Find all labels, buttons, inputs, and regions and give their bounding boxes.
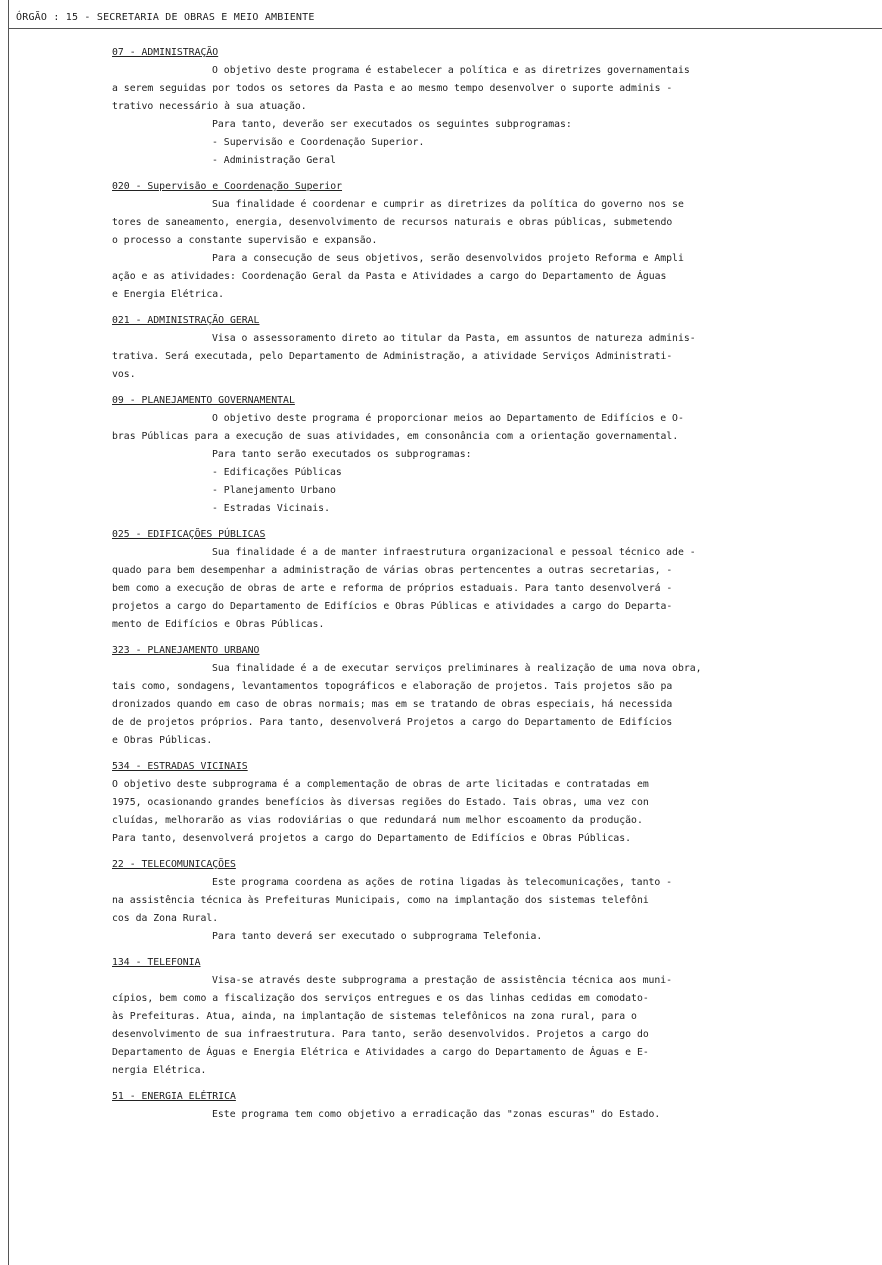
paragraph-line: tores de saneamento, energia, desenvolvimento de recursos naturais e obras públicas, submetendo [112, 217, 673, 228]
paragraph-line: Para a consecução de seus objetivos, serão desenvolvidos projeto Reforma e Ampli [212, 253, 684, 264]
paragraph-line: o processo a constante supervisão e expansão. [112, 235, 378, 246]
subprogram-list-item: - Edificações Públicas [212, 467, 342, 478]
paragraph-line: Este programa tem como objetivo a erradicação das "zonas escuras" do Estado. [212, 1109, 661, 1120]
paragraph-line: Para tanto deverá ser executado o subprograma Telefonia. [212, 931, 543, 942]
paragraph-line: projetos a cargo do Departamento de Edifícios e Obras Públicas e atividades a cargo do Departa- [112, 601, 673, 612]
section-title: 09 - PLANEJAMENTO GOVERNAMENTAL [112, 395, 295, 406]
paragraph-line: quado para bem desempenhar a administração de várias obras pertencentes a outras secretarias, - [112, 565, 673, 576]
paragraph-line: cos da Zona Rural. [112, 913, 219, 924]
paragraph-line: Sua finalidade é a de executar serviços preliminares à realização de uma nova obra, [212, 663, 702, 674]
section-spacer [112, 946, 862, 950]
paragraph-line: Departamento de Águas e Energia Elétrica e Atividades a cargo do Departamento de Águas e E- [112, 1047, 649, 1058]
paragraph-line: dronizados quando em caso de obras normais; mas em se tratando de obras especiais, há necessida [112, 699, 673, 710]
paragraph-line: mento de Edifícios e Obras Públicas. [112, 619, 325, 630]
subprogram-list-item: - Estradas Vicinais. [212, 503, 330, 514]
section [112, 312, 862, 388]
paragraph-line: Para tanto, deverão ser executados os seguintes subprogramas: [212, 119, 572, 130]
section-title: 025 - EDIFICAÇÕES PÚBLICAS [112, 529, 266, 540]
paragraph-line: Visa o assessoramento direto ao titular da Pasta, em assuntos de natureza adminis- [212, 333, 696, 344]
section [112, 758, 862, 852]
section-title: 534 - ESTRADAS VICINAIS [112, 761, 248, 772]
section [112, 44, 862, 174]
section [112, 954, 862, 1084]
paragraph-line: às Prefeituras. Atua, ainda, na implantação de sistemas telefônicos na zona rural, para o [112, 1011, 637, 1022]
section [112, 642, 862, 754]
header-rule [8, 28, 882, 29]
section-spacer [112, 170, 862, 174]
paragraph-line: Visa-se através deste subprograma a prestação de assistência técnica aos muni- [212, 975, 673, 986]
paragraph-line: O objetivo deste programa é proporcionar meios ao Departamento de Edifícios e O- [212, 413, 684, 424]
section-spacer [112, 848, 862, 852]
section [112, 856, 862, 950]
subprogram-list-item: - Administração Geral [212, 155, 336, 166]
section-title: 020 - Supervisão e Coordenação Superior [112, 181, 343, 192]
paragraph-line: O objetivo deste programa é estabelecer a política e as diretrizes governamentais [212, 65, 690, 76]
paragraph-line: Para tanto, desenvolverá projetos a cargo do Departamento de Edifícios e Obras Públicas. [112, 833, 632, 844]
section [112, 178, 862, 308]
paragraph-line: desenvolvimento de sua infraestrutura. Para tanto, serão desenvolvidos. Projetos a cargo do [112, 1029, 649, 1040]
paragraph-line: e Obras Públicas. [112, 735, 213, 746]
paragraph-line: tais como, sondagens, levantamentos topográficos e elaboração de projetos. Tais projetos são pa [112, 681, 673, 692]
paragraph-line: de de projetos próprios. Para tanto, desenvolverá Projetos a cargo do Departamento de Edifícios [112, 717, 673, 728]
paragraph-line: cluídas, melhorarão as vias rodoviárias o que redundará num melhor escoamento da produção. [112, 815, 643, 826]
paragraph-line: nergia Elétrica. [112, 1065, 207, 1076]
paragraph-line: e Energia Elétrica. [112, 289, 225, 300]
section-spacer [112, 1080, 862, 1084]
section [112, 392, 862, 522]
section-title: 021 - ADMINISTRAÇÃO GERAL [112, 315, 260, 326]
paragraph-line: bem como a execução de obras de arte e reforma de próprios estaduais. Para tanto desenvolverá - [112, 583, 673, 594]
paragraph-line: 1975, ocasionando grandes benefícios às diversas regiões do Estado. Tais obras, uma vez con [112, 797, 649, 808]
subprogram-list-item: - Planejamento Urbano [212, 485, 336, 496]
section [112, 526, 862, 638]
paragraph-line: O objetivo deste subprograma é a complementação de obras de arte licitadas e contratadas em [112, 779, 649, 790]
paragraph-line: bras Públicas para a execução de suas atividades, em consonância com a orientação governamental. [112, 431, 679, 442]
paragraph-line: a serem seguidas por todos os setores da Pasta e ao mesmo tempo desenvolver o suporte adminis - [112, 83, 673, 94]
paragraph-line: Para tanto serão executados os subprogramas: [212, 449, 472, 460]
document-header: ÓRGÃO : 15 - SECRETARIA DE OBRAS E MEIO AMBIENTE [16, 12, 315, 23]
section [112, 1088, 862, 1128]
document-body [112, 40, 862, 1128]
section-title: 51 - ENERGIA ELÉTRICA [112, 1091, 236, 1102]
paragraph-line: ação e as atividades: Coordenação Geral da Pasta e Atividades a cargo do Departamento de Águas [112, 271, 667, 282]
paragraph-line: Sua finalidade é coordenar e cumprir as diretrizes da política do governo nos se [212, 199, 684, 210]
section-spacer [112, 1124, 862, 1128]
section-title: 07 - ADMINISTRAÇÃO [112, 47, 219, 58]
paragraph-line: cípios, bem como a fiscalização dos serviços entregues e os das linhas cedidas em comodato- [112, 993, 649, 1004]
section-spacer [112, 384, 862, 388]
section-title: 134 - TELEFONIA [112, 957, 201, 968]
section-spacer [112, 304, 862, 308]
paragraph-line: Sua finalidade é a de manter infraestrutura organizacional e pessoal técnico ade - [212, 547, 696, 558]
subprogram-list-item: - Supervisão e Coordenação Superior. [212, 137, 425, 148]
paragraph-line: trativa. Será executada, pelo Departamento de Administração, a atividade Serviços Administrati- [112, 351, 673, 362]
section-spacer [112, 634, 862, 638]
paragraph-line: na assistência técnica às Prefeituras Municipais, como na implantação dos sistemas telefôni [112, 895, 649, 906]
section-title: 22 - TELECOMUNICAÇÕES [112, 859, 236, 870]
section-spacer [112, 518, 862, 522]
paragraph-line: Este programa coordena as ações de rotina ligadas às telecomunicações, tanto - [212, 877, 673, 888]
paragraph-line: vos. [112, 369, 136, 380]
section-title: 323 - PLANEJAMENTO URBANO [112, 645, 260, 656]
section-spacer [112, 750, 862, 754]
paragraph-line: trativo necessário à sua atuação. [112, 101, 307, 112]
page-left-border [8, 0, 9, 1265]
